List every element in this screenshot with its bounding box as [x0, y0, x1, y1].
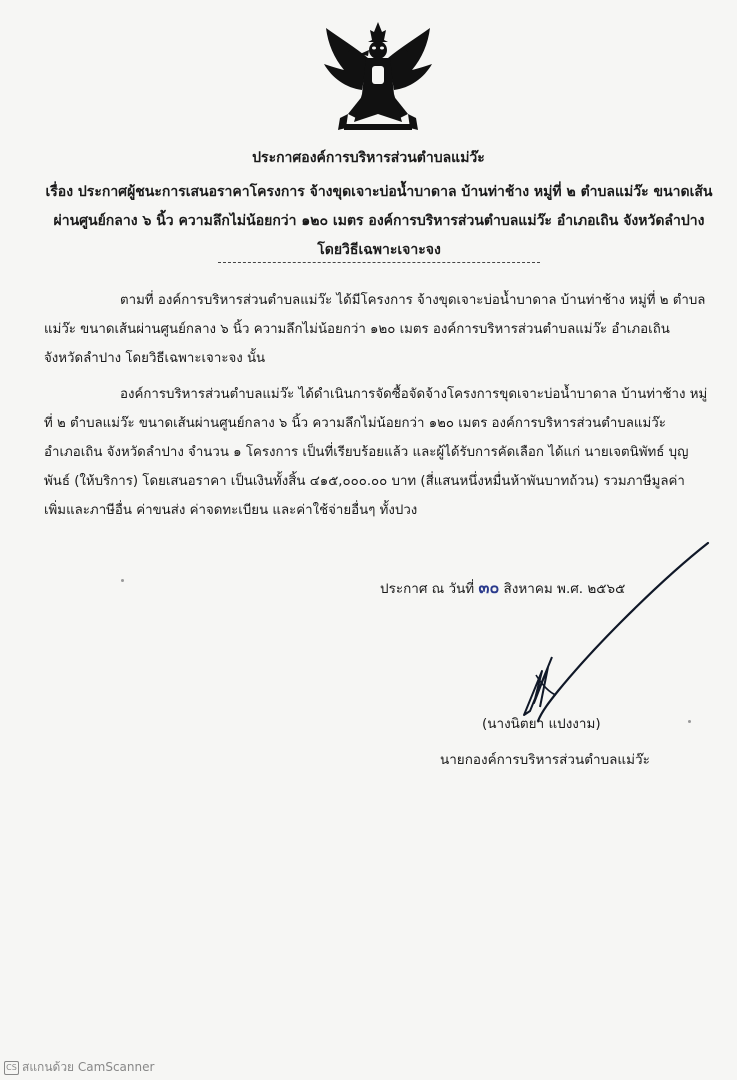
dashed-divider: [218, 262, 540, 263]
document-title: ประกาศองค์การบริหารส่วนตำบลแม่ว๊ะ: [252, 150, 485, 166]
date-prefix: ประกาศ ณ วันที่: [380, 581, 475, 597]
garuda-emblem: [318, 18, 438, 138]
paragraph-line: พันธ์ (ให้บริการ) โดยเสนอราคา เป็นเงินทั้งสิ้น ๔๑๕,๐๐๐.๐๐ บาท (สี่แสนหนึ่งหมื่นห้าพันบาทถ้วน) รวมภาษีมูลค่า: [44, 474, 685, 489]
camscanner-watermark: [4, 1058, 154, 1077]
subject-line: โดยวิธีเฉพาะเจาะจง: [317, 242, 441, 258]
paragraph-line: แม่ว๊ะ ขนาดเส้นผ่านศูนย์กลาง ๖ นิ้ว ความลึกไม่น้อยกว่า ๑๒๐ เมตร องค์การบริหารส่วนตำบลแม่ว๊ะ อำเภอเถิน: [44, 322, 670, 337]
paragraph-line: ที่ ๒ ตำบลแม่ว๊ะ ขนาดเส้นผ่านศูนย์กลาง ๖ นิ้ว ความลึกไม่น้อยกว่า ๑๒๐ เมตร องค์การบริหารส่วนตำบลแม่ว๊ะ: [44, 416, 666, 431]
camscanner-logo-icon: CS: [4, 1061, 19, 1075]
signatory-position: นายกองค์การบริหารส่วนตำบลแม่ว๊ะ: [440, 752, 650, 768]
paragraph-line: เพิ่มและภาษีอื่น ค่าขนส่ง ค่าจดทะเบียน และค่าใช้จ่ายอื่นๆ ทั้งปวง: [44, 503, 418, 518]
subject-line: เรื่อง ประกาศผู้ชนะการเสนอราคาโครงการ จ้างขุดเจาะบ่อน้ำบาดาล บ้านท่าช้าง หมู่ที่ ๒ ตำบลแม่ว๊ะ ขนาดเส้น: [45, 184, 713, 200]
date-day: ๓๐: [478, 578, 500, 597]
paragraph-background: [44, 286, 714, 373]
handwritten-signature: [490, 535, 710, 735]
signatory-name: (นางนิตยา แปงงาม): [482, 716, 601, 732]
paragraph-line: ตามที่ องค์การบริหารส่วนตำบลแม่ว๊ะ ได้มีโครงการ จ้างขุดเจาะบ่อน้ำบาดาล บ้านท่าช้าง หมู่ที่ ๒ ตำบล: [120, 293, 706, 308]
paragraph-line: จังหวัดลำปาง โดยวิธีเฉพาะเจาะจง นั้น: [44, 351, 266, 366]
scan-speck: [121, 579, 124, 582]
paragraph-line: อำเภอเถิน จังหวัดลำปาง จำนวน ๑ โครงการ เป็นที่เรียบร้อยแล้ว และผู้ได้รับการคัดเลือก ได้แก่ นายเจตนิพัทธ์ บุญ: [44, 445, 689, 460]
subject-block: [44, 178, 714, 265]
scan-speck: [688, 720, 691, 723]
subject-line: ผ่านศูนย์กลาง ๖ นิ้ว ความลึกไม่น้อยกว่า ๑๒๐ เมตร องค์การบริหารส่วนตำบลแม่ว๊ะ อำเภอเถิน จังหวัดลำปาง: [53, 213, 705, 229]
watermark-text: สแกนด้วย CamScanner: [22, 1060, 155, 1074]
date-month-year: สิงหาคม พ.ศ. ๒๕๖๕: [503, 581, 626, 597]
paragraph-result: [44, 380, 714, 525]
paragraph-line: องค์การบริหารส่วนตำบลแม่ว๊ะ ได้ดำเนินการจัดซื้อจัดจ้างโครงการขุดเจาะบ่อน้ำบาดาล บ้านท่าช้าง หมู่: [120, 387, 708, 402]
